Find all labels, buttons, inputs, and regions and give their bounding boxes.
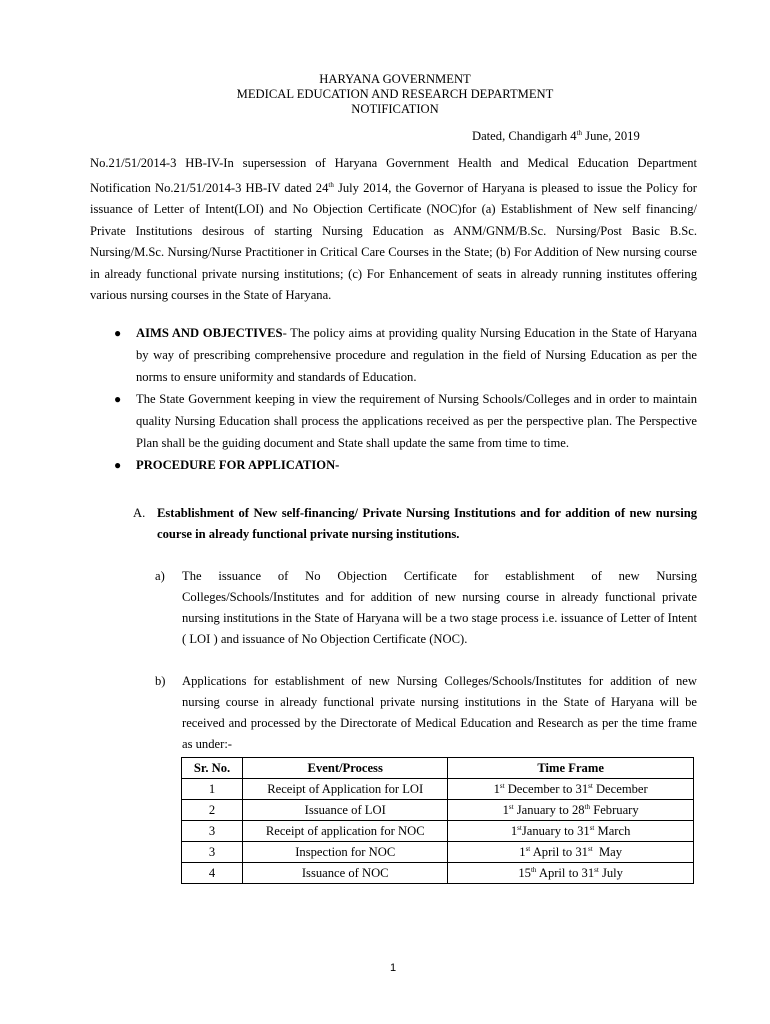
table-row bbox=[182, 821, 694, 842]
table-header-row bbox=[182, 758, 694, 779]
item-a bbox=[155, 566, 697, 650]
time-frame-table bbox=[181, 757, 694, 884]
header-government: HARYANA GOVERNMENT bbox=[319, 72, 471, 86]
table-row bbox=[182, 779, 694, 800]
page-number: 1 bbox=[390, 962, 397, 974]
cell-sr: 3 bbox=[182, 821, 243, 842]
cell-event: Issuance of NOC bbox=[243, 863, 448, 884]
item-b bbox=[155, 671, 697, 755]
bullet-icon: ● bbox=[114, 326, 122, 340]
cell-time-frame: 1st April to 31st May bbox=[448, 842, 694, 863]
document-header bbox=[0, 72, 770, 117]
cell-event: Receipt of Application for LOI bbox=[243, 779, 448, 800]
table-row bbox=[182, 842, 694, 863]
cell-sr: 4 bbox=[182, 863, 243, 884]
section-a-title: Establishment of New self-financing/ Private Nursing Institutions and for addition of new nursing course in already functional private nursing institutions. bbox=[157, 506, 697, 541]
bullet-aims: ● AIMS AND OBJECTIVES- The policy aims at providing quality Nursing Education in the State of Haryana by way of prescribing comprehensive procedure and regulation in the field of Nursing Education as per the norms to ensure uniformity and standards of Education. bbox=[90, 322, 697, 388]
header-department: MEDICAL EDUCATION AND RESEARCH DEPARTMENT bbox=[236, 87, 554, 101]
item-b-text: Applications for establishment of new Nursing Colleges/Schools/Institutes for addition of new nursing course in already functional private nursing institutions in the State of Haryana will be received and processed by the Directorate of Medical Education and Research as per the time frame as under:- bbox=[182, 674, 697, 751]
cell-event: Issuance of LOI bbox=[243, 800, 448, 821]
dated-line: Dated, Chandigarh 4th June, 2019 bbox=[472, 129, 640, 143]
cell-sr: 1 bbox=[182, 779, 243, 800]
header-event-process: Event/Process bbox=[243, 758, 448, 779]
bullet-icon: ● bbox=[114, 458, 122, 472]
cell-event: Receipt of application for NOC bbox=[243, 821, 448, 842]
cell-sr: 2 bbox=[182, 800, 243, 821]
bullet-state-government: ● The State Government keeping in view the requirement of Nursing Schools/Colleges and in order to maintain quality Nursing Education shall process the applications received as per the perspective plan. The Perspective Plan shall be the guiding document and State shall update the same from time to time. bbox=[90, 388, 697, 454]
item-b-label: b) bbox=[155, 674, 166, 688]
item-a-text: The issuance of No Objection Certificate for establishment of new Nursing Colleges/Schools/Institutes and for addition of new nursing course in already functional private nursing institutions in the State of Haryana will be a two stage process i.e. issuance of Letter of Intent ( LOI ) and issuance of No Objection Certificate (NOC). bbox=[182, 569, 697, 646]
cell-sr: 3 bbox=[182, 842, 243, 863]
cell-time-frame: 1stJanuary to 31st March bbox=[448, 821, 694, 842]
bullet-list bbox=[90, 322, 697, 476]
cell-time-frame: 15th April to 31st July bbox=[448, 863, 694, 884]
table-row bbox=[182, 863, 694, 884]
header-notification: NOTIFICATION bbox=[351, 102, 439, 116]
section-a bbox=[133, 503, 697, 545]
section-a-label: A. bbox=[133, 506, 146, 520]
header-sr-no: Sr. No. bbox=[182, 758, 243, 779]
bullet-icon: ● bbox=[114, 392, 122, 406]
intro-paragraph: No.21/51/2014-3 HB-IV-In supersession of Haryana Government Health and Medical Education Department Notification No.21/51/2014-3 HB-IV dated 24th July 2014, the Governor of Haryana is pleased to issue the Policy for issuance of Letter of Intent(LOI) and No Objection Certificate (NOC)for (a) Establishment of New self financing/ Private Institutions desirous of starting Nursing Education as ANM/GNM/B.Sc. Nursing/Post Basic B.Sc. Nursing/M.Sc. Nursing/Nurse Practitioner in Critical Care Courses in the State; (b) For Addition of New nursing course in already functional private nursing institutions; (c) For Enhancement of seats in already running institutes offering various nursing courses in the State of Haryana. bbox=[90, 156, 698, 302]
header-time-frame: Time Frame bbox=[448, 758, 694, 779]
cell-time-frame: 1st December to 31st December bbox=[448, 779, 694, 800]
cell-event: Inspection for NOC bbox=[243, 842, 448, 863]
table-row bbox=[182, 800, 694, 821]
item-a-label: a) bbox=[155, 569, 165, 583]
cell-time-frame: 1st January to 28th February bbox=[448, 800, 694, 821]
bullet-procedure: ● PROCEDURE FOR APPLICATION- bbox=[90, 454, 697, 476]
